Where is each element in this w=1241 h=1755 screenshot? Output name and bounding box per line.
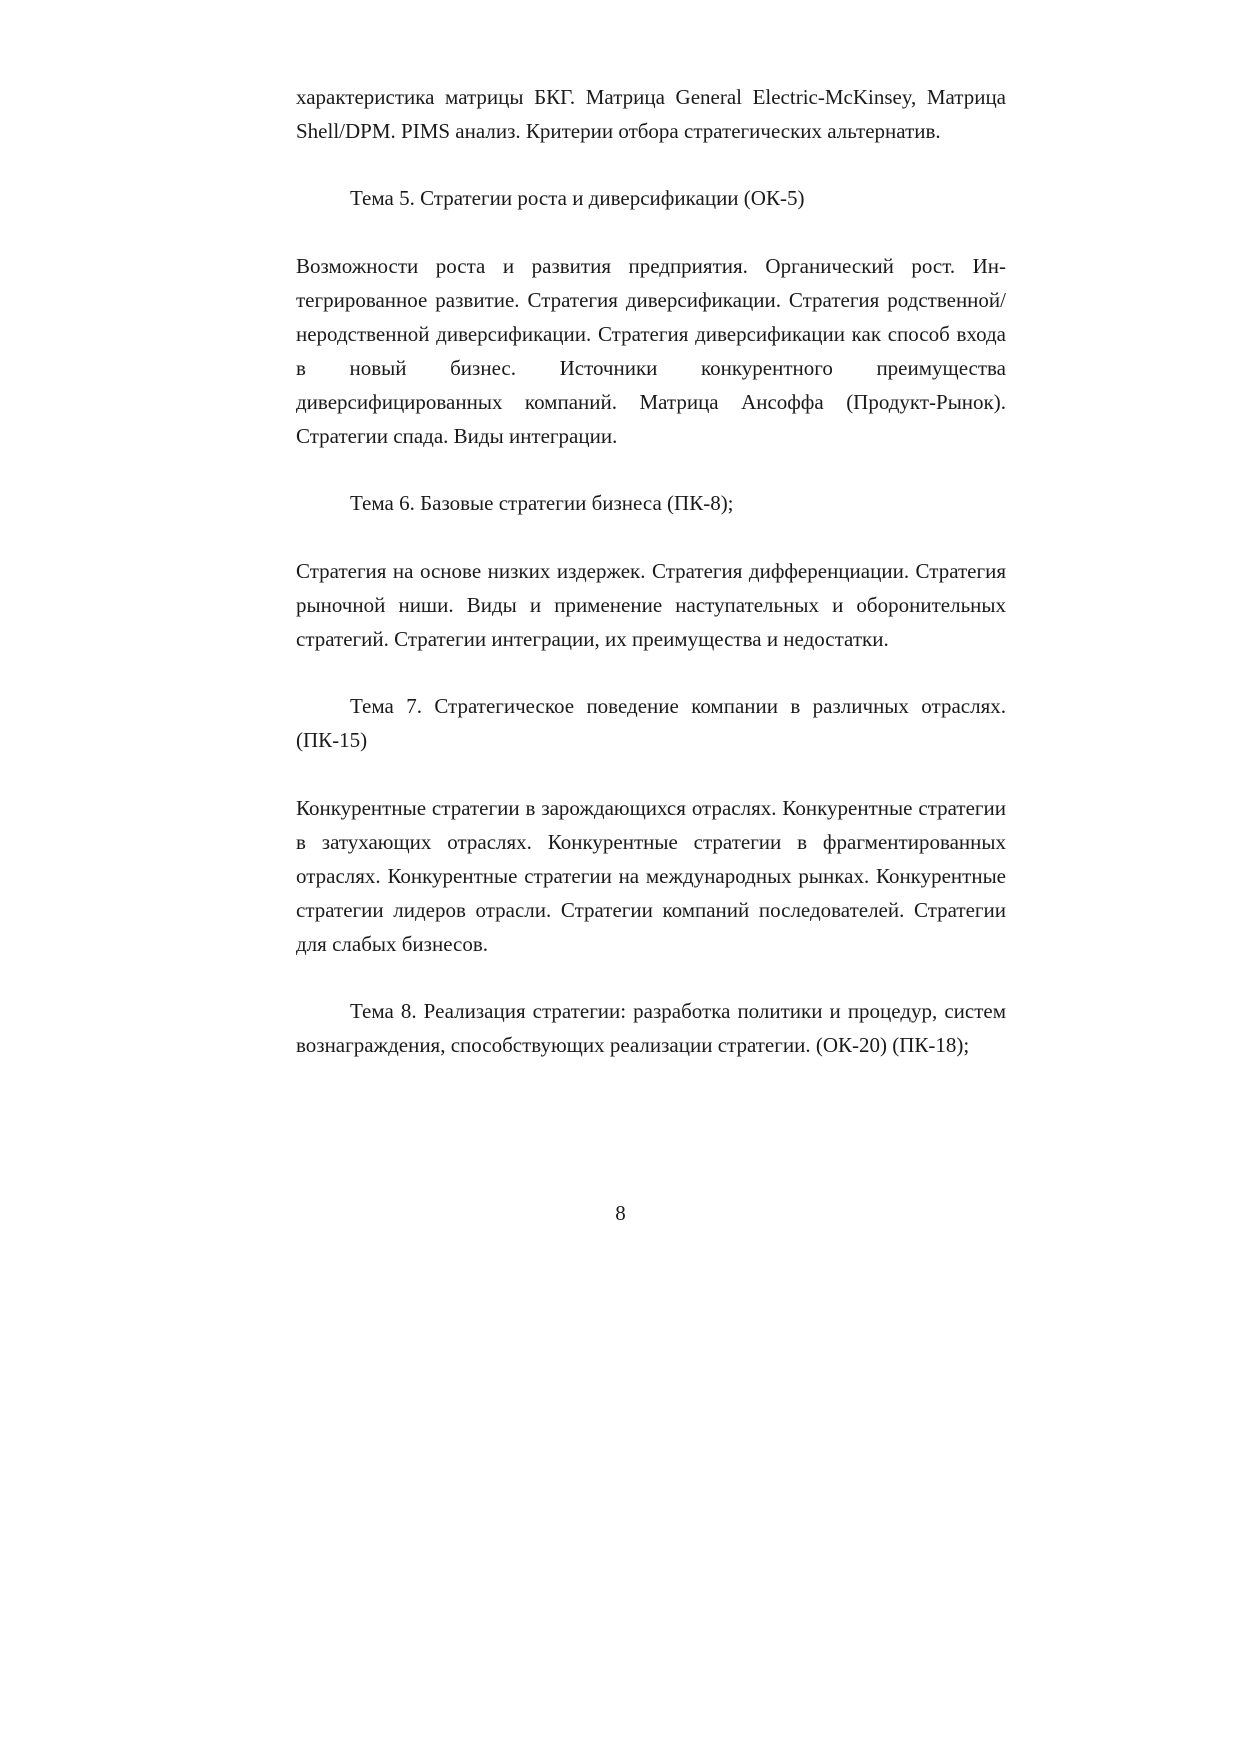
spacer [296,520,1006,554]
topic-8-heading: Тема 8. Реализация стратегии: разработка политики и процедур, систем вознаграждения, способствующих реализации стратегии. (ОК-20) (ПК-18); [296,999,1006,1057]
topic-5-heading: Тема 5. Стратегии роста и диверсификации (ОК-5) [350,186,805,210]
spacer [296,757,1006,791]
topic-6-heading: Тема 6. Базовые стратегии бизнеса (ПК-8); [350,491,734,515]
spacer [296,656,1006,689]
topic-5-body: Возможности роста и развития предприятия. Органический рост. Интегрированное развитие. Стратегия диверсификации. Стратегия родственной/неродственной диверсификации. Стратегия диверсификации как способ входа в новый бизнес. Источники конкурентного преимущества диверсифицированных компаний. Матрица Ансоффа (Продукт-Рынок). Стратегии спада. Виды интеграции. [296,254,1006,448]
document-page [296,80,1006,1062]
spacer [296,961,1006,994]
topic-6-body: Стратегия на основе низких издержек. Стратегия дифференциации. Стратегия рыночной ниши. Виды и применение наступательных и оборонительных стратегий. Стратегии интеграции, их преимущества и недостатки. [296,559,1006,651]
spacer [296,215,1006,249]
spacer [296,453,1006,486]
intro-paragraph: характеристика матрицы БКГ. Матрица General Electric-McKinsey, Матрица Shell/DPM. PIMS анализ. Критерии отбора стратегических альтернатив. [296,85,1006,143]
page-number: 8 [615,1201,626,1225]
spacer [296,148,1006,181]
topic-7-heading: Тема 7. Стратегическое поведение компании в различных отраслях. (ПК-15) [296,694,1006,752]
topic-7-body: Конкурентные стратегии в зарождающихся отраслях. Конкурентные стратегии в затухающих отраслях. Конкурентные стратегии в фрагментированных отраслях. Конкурентные стратегии на международных рынках. Конкурентные стратегии лидеров отрасли. Стратегии компаний последователей. Стратегии для слабых бизнесов. [296,796,1006,956]
